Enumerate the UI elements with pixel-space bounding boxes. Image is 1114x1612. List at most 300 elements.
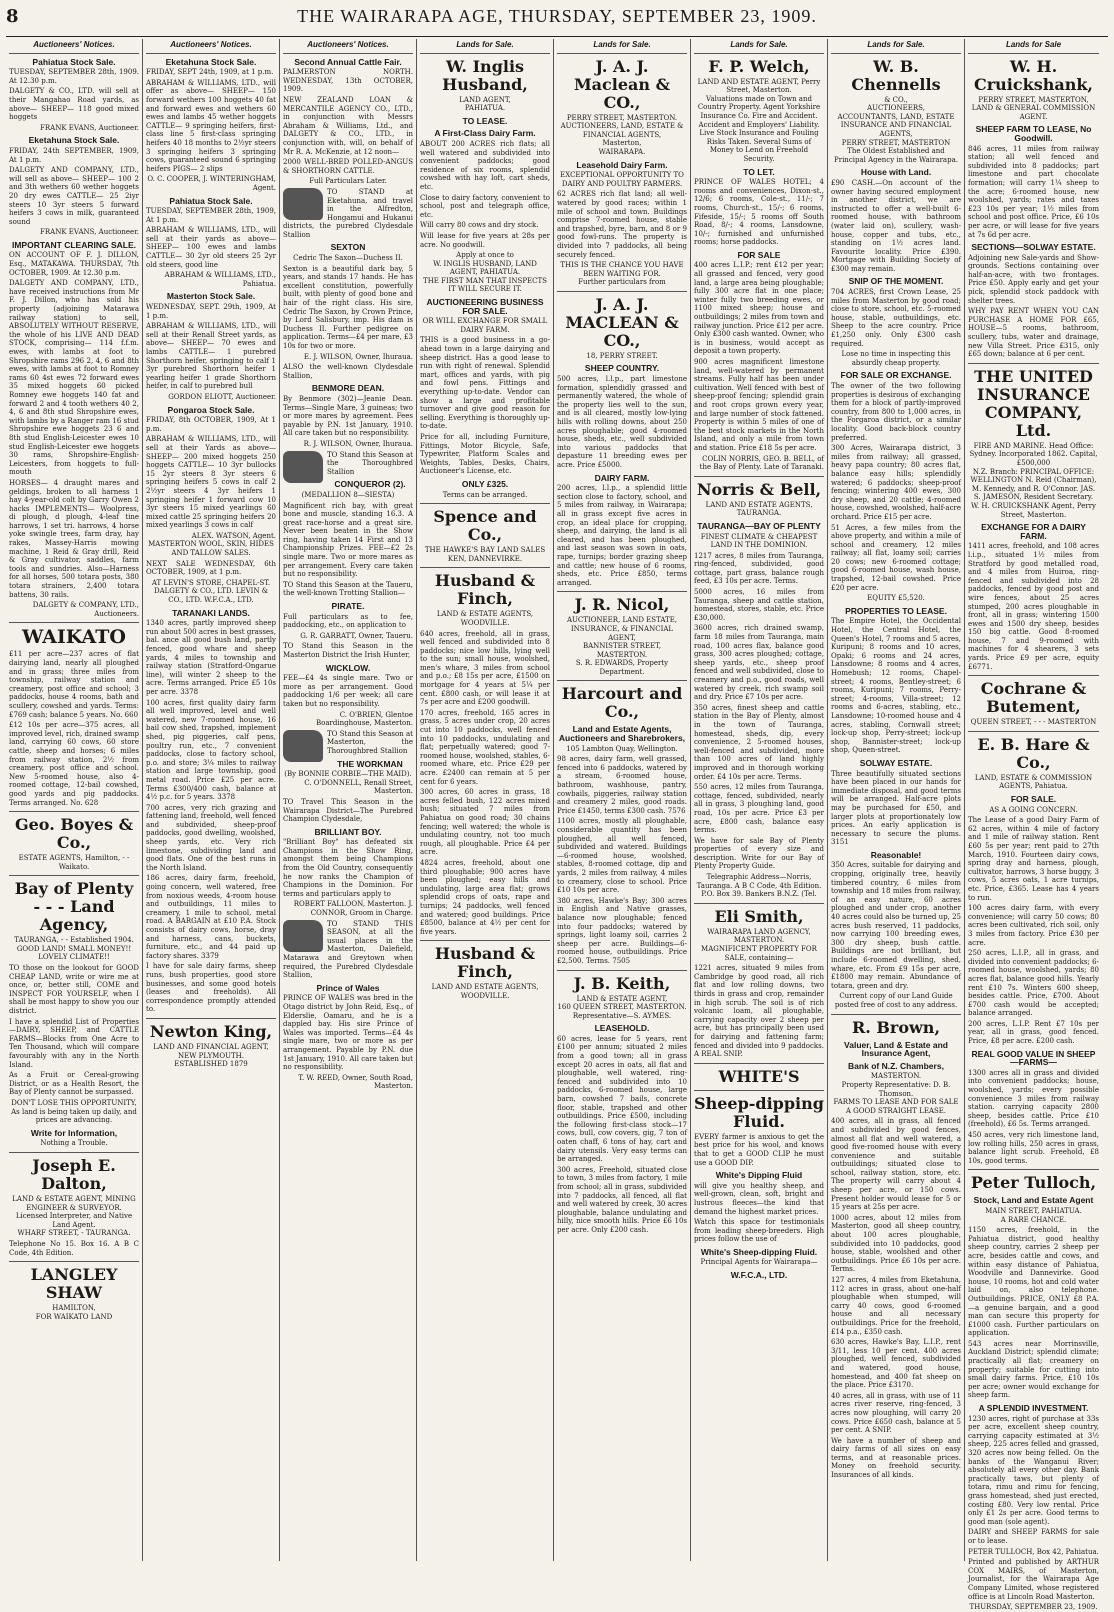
advertiser-name: Husband & Finch,	[434, 571, 536, 609]
signature: E. J. WILSON, Owner, Ihuraua.	[303, 352, 413, 361]
column-heading: Auctioneers' Notices.	[283, 39, 413, 54]
centered-text: ESTATE AGENTS, Hamilton, - - Waikato.	[18, 854, 130, 871]
centered-text: MAIN STREET, PAHIATUA.	[985, 1206, 1082, 1215]
section-heading: White's Sheep-dipping Fluid.	[700, 1246, 818, 1257]
advert-text: Full particulars as to fee, paddocking, etc., on application to	[283, 612, 413, 630]
centered-text: LAND AND ESTATE AGENT, Perry Street, Masterton.	[697, 77, 821, 95]
advert-text: FRIDAY, 8th OCTOBER, 1909, At 1 p.m.	[146, 416, 276, 433]
section-heading: SECTIONS—SOLWAY ESTATE.	[971, 242, 1096, 253]
advert-text: FEE—£4 4s single mare. Two or more as per arrangement. Good paddocking 1/6 per week; all care taken but no responsibility.	[283, 674, 413, 708]
advert-text: FRIDAY, 24th SEPTEMBER, 1909, At 1 p.m.	[9, 146, 139, 164]
centered-text: Valuations made on Town and Country Property. Agent Yorkshire Insurance Co. Fire and Accident. Accident and Employers' Liability. Live Stock Insurance and Fouling Risks Taken. Several Sums of Money to Lend on Freehold Security.	[697, 94, 821, 163]
advert-text: 350 Acres, suitable for dairying and cropping, originally tree, heavily timbered country, 6 miles from township and 18 miles from railway, of an easy nature, 60 acres ploughed and under crop, another 40 acres could also be turned up, 25 acres bush reserved, 11 paddocks, now carrying 100 breeding ewes, 300 dry sheep, bush cattle. Buildings are not brilliant, but include 6-roomed dwelling, shed, whare, etc. From £9 15s per acre, £1800 may remain. Abundance of totara, green and dry.	[831, 861, 961, 990]
divider	[557, 591, 687, 592]
centered-text: S. R. EDWARDS, Property Department.	[575, 659, 669, 676]
signature: DALGETY & COMPANY, LTD., Auctioneers.	[32, 601, 139, 618]
advert-text: 900 acres magnificent limestone land, well-watered by permanent streams. Fully half has been under cultivation. Well fenced with best of sheep-proof fencing; splendid grain and root crops grown every year, and large number of stock fattened. Property is within 5 miles of one of the best stock markets in the North Island, and only a mile from town and station. Price £18 5s per acre.	[694, 358, 824, 452]
advert-text: Will lease for five years at 28s per acre. No goodwill.	[420, 231, 550, 249]
advert-text: 40 acres, all in grass, with use of 11 acres river reserve, ring-fenced, 3 acres now ploughing, will carry 20 cows. Price £650 cash, balance at 5 per cent. A SNIP.	[831, 1391, 961, 1435]
advert-text: 1340 acres, partly improved sheep run about 500 acres in best grasses, bal. ance all good bush land, partly fenced, good whare and sheep yards, 4 miles to township and railway station (Stratford-Ongarue line), will winter 2 sheep to the acre. Terms arranged. Price £5 10s per acre. 3378	[146, 619, 276, 696]
horse-illustration	[283, 730, 323, 762]
divider	[557, 291, 687, 292]
section-heading: Land and Estate Agents, Auctioneers and Sharebrokers,	[558, 724, 686, 744]
advert-text: Will carry 80 cows and dry stock.	[420, 221, 539, 230]
section-heading: Prince of Wales	[316, 982, 380, 993]
column-2	[143, 39, 280, 1561]
advert-text: TO Travel This Season in the Wairarapa District—The Purebred Champion Clydesdale,	[283, 797, 413, 824]
divider	[694, 476, 824, 477]
advert-text: ABRAHAM & WILLIAMS, LTD., will sell at their Renall Street yards, as above— SHEEP— 70 ewes and lambs CATTLE— 1 purebred Shorthorn heifer, springing to calf 1 3yr purebred Shorthorn heifer 1 yearling heifer 1 grade Shorthorn heifer, in calf to purebred bull	[146, 322, 276, 391]
advert-text: Sexton is a beautiful dark bay, 5 years, and stands 17 hands. He has excellent constitution, powerfully built, with plenty of good bone and hair of the right class. His sire, Cedric The Saxon, by Crown Prince, by Lord Salisbury, imp. His dam is Duchess II. Further pedigree on application. Terms—£4 per mare, £3 10s for two or more.	[283, 264, 413, 350]
advert-text: I have a splendid List of Properties—DAIRY, SHEEP, and CATTLE FARMS—Blocks from One Acre to Ten Thousand, which will compare favourably with any in the North Island.	[9, 1017, 139, 1069]
centered-text: THE HAWKE'S BAY LAND SALES KEN, DANNEVIRKE.	[424, 546, 546, 563]
advertiser-name: Peter Tulloch,	[970, 1173, 1097, 1193]
advert-text: 700 acres, very rich grazing and fattening land, freehold, well fenced and subdivided, sheep-proof paddocks, good dwelling, woolshed, sheep yards, etc. Very rich limestone, subdividing land and good flats. One of the best runs in the North Island.	[146, 803, 276, 872]
advert-text: ABRAHAM & WILLIAMS, LTD., will sell at their yards as above— SHEEP— 100 ewes and lambs CATTLE— 30 2yr old steers 25 2yr old steers, good line	[146, 226, 276, 269]
section-heading: PIRATE.	[331, 601, 365, 612]
advert-text: Adjoining new Sale-yards and Show-grounds. Sections containing over half-an-acre, with two frontages. Price £50. Apply early and get your pick, splendid stock paddock with shelter trees.	[968, 253, 1099, 305]
column-5	[554, 39, 691, 1561]
section-heading: WICKLOW.	[325, 662, 371, 673]
advertiser-name: W. Inglis Husband,	[442, 56, 528, 94]
column-3	[280, 39, 417, 1561]
section-heading: PROPERTIES TO LEASE.	[845, 605, 947, 616]
advert-text: £11 per acre—237 acres of flat dairying land, nearly all ploughed and in grass; three miles from township, railway station and creamery, post office and school; 3 paddocks, house 4 rooms, bath and scullery, cowshed and yards. Terms: £769 cash; balance 5 years. No. 660	[9, 650, 139, 719]
signature: GORDON ELIOTT, Auctioneer.	[168, 392, 276, 401]
centered-text: LAND AGENT,	[459, 95, 511, 104]
centered-text: QUEEN STREET, - - - MASTERTON	[970, 718, 1097, 727]
centered-text: LAND AND ESTATE AGENTS, TAURANGA.	[705, 500, 813, 518]
centered-text: DON'T LOSE THIS OPPORTUNITY, As land is being taken up daily, and prices are advancing.	[11, 1098, 137, 1125]
centered-text: 18, PERRY STREET.	[586, 351, 658, 360]
column-heading: Lands for Sale.	[557, 39, 687, 54]
advert-text: Watch this space for testimonials from leading sheep-breeders. High prices follow the use of	[694, 1218, 824, 1244]
advert-text: 846 acres, 11 miles from railway station; all well fenced and subdivided into 8 paddocks; part limestone and part chocolate formation; will carry 1¼ sheep to the acre; 6-roomed house, new woolshed, yards; rates and taxes £23 10s per year; 1½ miles from school and post office. Price, £6 10s per acre, or will lease for five years at 7s 6d per acre.	[968, 144, 1099, 239]
advertiser-name: Cochrane & Butement,	[980, 679, 1087, 717]
advertiser-name: W. H. Cruickshank,	[974, 56, 1093, 94]
advert-text: 127 acres, 4 miles from Eketahuna, 112 acres in grass, about one-half ploughable when stumped, will carry 40 cows, good 6-roomed house and all necessary outbuildings. Price for the freehold, £14 p.a., £350 cash.	[831, 1276, 961, 1336]
divider	[9, 1261, 139, 1262]
advert-text: 250 acres, L.I.P., all in grass, and divided into convenient paddocks; 6-roomed house, woolshed, yards; 80 acres flat, balance good hills. Yearly rent £10 7s. Winters 600 sheep, besides cattle. Price, £700. About £700 cash would be accepted; balance arranged.	[968, 949, 1099, 1018]
centered-text: THE FIRST MAN THAT INSPECTS IT WILL SECURE IT.	[423, 276, 547, 294]
centered-text: MAGNIFICENT PROPERTY FOR SALE, containing—	[701, 945, 817, 962]
section-heading: FOR SALE	[737, 249, 781, 260]
advert-text: HORSES— 4 draught mares and geldings, broken to all harness 1 hay 4-year-old colt by Garry Owen 2 hacks IMPLEMENTS— Woolpress, di plough, d plough, 4-leaf tine harrows, 1 set tri. harrows, 4 horse yoke swingle trees, farm dray, hay rakes, Massey-Harris mowing machine, 1 Reid & Gray drill, Reid & Gray cultivator, saddles, farm tools and sundries. Also—Harness for all horses, 500 totara posts, 380 totara strainers, 2,400 totara battens, 30 rails.	[9, 478, 139, 599]
advert-text: 5000 acres, 16 miles from Tauranga, sheep and cattle station, homestead, stores, stable, etc. Price £30,000.	[694, 588, 824, 622]
centered-text: N.Z. Branch: PRINCIPAL OFFICE: WELLINGTON N. Reid (Chairman), M. Kennedy, and R. O'Connor. JAS. S. JAMESON, Resident Secretary.	[970, 467, 1097, 502]
section-heading: EXCHANGE FOR A DAIRY FARM.	[981, 522, 1086, 541]
advert-text: Magnificent rich bay, with great bone and muscle, standing 16.3. A great race-horse and a great sire. Never been beaten in the Show ring, having taken 14 First and 13 Championship Prizes. FEE—£2 2s single mare. Two or more mares as per arrangement. Every care taken but no responsibility.	[283, 501, 413, 579]
centered-text: WHARF STREET, - TAURANGA.	[17, 1229, 131, 1238]
signature: COLIN NORRIS, GEO. B. BELL, of the Bay of Plenty. Late of Taranaki.	[699, 454, 824, 472]
advert-text: 380 acres, Hawke's Bay; 300 acres in English and Native grasses, balance now ploughable; fenced into four paddocks; watered by springs, light loamy soil, carries 2 sheep per acre. Buildings—6-roomed house, outbuildings. Price £2,500. Terms. 7505	[557, 896, 687, 965]
section-heading: AUCTIONEERING BUSINESS FOR SALE.	[426, 297, 544, 316]
advert-text: DALGETY & CO., LTD. will sell at their Mangahao Road yards, as above— SHEEP— 118 good mixed hoggets	[9, 87, 139, 122]
divider	[694, 1090, 824, 1091]
advert-text: The Lease of a good Dairy Farm of 62 acres, within 4 mile of factory and 1 mile of railway station. Rent £60 5s per year; rent paid to 27th March, 1910. Fourteen dairy cows, spring dray and harness, plough, cultivator, harrows, 3 horse buggy, 3 cows, 5 acres oats, 1 acre turnips, etc. Price, £365. Lease has 4 years to run.	[968, 816, 1099, 902]
advert-text: 300 acres, Freehold, situated close to town, 3 miles from factory, 1 mile from school; all in grass, subdivided into 7 paddocks, all fenced, all flat and well watered by creek, 30 acres ploughable, balance undulating and hilly, nice smooth hills. Price £6 10s per acre. Only £200 cash.	[557, 1165, 687, 1234]
centered-text: Lose no time in inspecting this absurdly cheap property.	[841, 350, 951, 367]
centered-text: THIS IS THE CHANCE YOU HAVE BEEN WAITING FOR.	[560, 261, 684, 278]
section-heading: Pongaroa Stock Sale.	[167, 404, 255, 415]
section-heading: REAL GOOD VALUE IN SHEEP —FARMS—	[971, 1048, 1096, 1068]
advert-text: TO STAND at Eketahuna, and travel in the Alfredton, Hongamui and Hukanui districts, the purebred Clydesdale Stallion	[283, 187, 413, 239]
section-heading: ONLY £325.	[461, 478, 509, 489]
advert-text: As a Fruit or Cereal-growing District, or as a Health Resort, the Bay of Plenty cannot be surpassed.	[9, 1071, 139, 1097]
centered-text: HAMILTON,	[52, 1304, 96, 1313]
centered-text: W. INGLIS HUSBAND, LAND AGENT, PAHIATUA.	[433, 259, 537, 277]
section-heading: White's Dipping Fluid	[715, 1170, 803, 1181]
advert-text: TUESDAY, SEPTEMBER 28th, 1909, At 1 p.m.	[146, 207, 276, 224]
columns-container	[6, 39, 1108, 1612]
advert-text: FRIDAY, SEPT 24th, 1909, at 1 p.m.	[146, 68, 274, 77]
section-heading: DAIRY FARM.	[594, 472, 650, 483]
advert-text: 400 acres, all in grass, all fenced and subdivided by good fences, almost all flat and well watered, a good five-roomed house with every convenience and suitable outbuildings; situated close to school, railway station, store, etc. The property will carry about 4 sheep per acre, or 150 cows. Present holder would lease for 5 or 15 years at 25s per acre.	[831, 1117, 961, 1212]
advert-text: 630 acres, Hawke's Bay, L.I.P., rent 3/11, less 10 per cent. 400 acres ploughed, well fenced, subdivided and watered, good house, homestead, and 400 fat sheep on the place. Price £3170.	[831, 1338, 961, 1390]
advert-text: The owner of the two following properties is desirous of exchanging them for a block of partly-improved country, from 800 to 1,000 acres, in the Forgaroa district, or a similar locality. Good back-block country preferred.	[831, 382, 961, 442]
section-heading: A First-Class Dairy Farm.	[434, 128, 536, 139]
section-heading: TO LEASE.	[462, 115, 508, 126]
divider	[968, 1169, 1099, 1170]
signature: O. C. COOPER, J. WINTERINGHAM, Agent.	[147, 175, 276, 192]
centered-text: WAIRARAPA.	[598, 147, 646, 156]
advert-text: NEW ZEALAND LOAN & MERCANTILE AGENCY CO., LTD., in conjunction with Messrs Abraham & Williams, Ltd., and DALGETY & CO., LTD., in conjunction with, will, on behalf of Mr R. A. McKenzie, at 12 noon—	[283, 95, 413, 156]
centered-text: AS A GOING CONCERN.	[989, 805, 1078, 814]
section-heading: Second Annual Cattle Fair.	[294, 56, 402, 67]
signature: C. O'DONNELL, Renall Street, Masterton.	[304, 778, 413, 796]
column-4	[417, 39, 554, 1561]
column-7	[828, 39, 965, 1561]
advert-text: WHY PAY RENT WHEN YOU CAN PURCHASE A HOME FOR £65, HOUSE—5 rooms, bathroom, scullery, tubs, water and drainage, new Villa Street. Price £315, only £65 down; balance at 6 per cent.	[968, 307, 1099, 359]
advertiser-name: Spence and Co.,	[433, 507, 537, 545]
centered-text: MASTERTON.	[870, 1072, 922, 1081]
signature: ABRAHAM & WILLIAMS, LTD., Pahiatua.	[164, 271, 276, 288]
centered-text: LAND AND FINANCIAL AGENT, NEW PLYMOUTH.	[153, 1042, 269, 1060]
advertiser-name: R. Brown,	[851, 1017, 941, 1037]
centered-text: EXCEPTIONAL OPPORTUNITY TO DAIRY AND POULTRY FARMERS.	[560, 171, 684, 188]
centered-text: AUCTIONEER, LAND ESTATE, INSURANCE, & FINANCIAL AGENT,	[566, 616, 678, 642]
advertiser-name: Husband & Finch,	[434, 944, 536, 982]
section-heading: SHEEP FARM TO LEASE, No Goodwill.	[975, 124, 1092, 143]
advert-text: We have for sale Bay of Plenty properties of every size and description. Write for our Bay of Plenty Property Guide.	[694, 836, 824, 871]
advertiser-name: J. R. Nicol,	[574, 595, 670, 615]
advert-text: 60 acres, lease for 5 years, rent £100 per annum; situated 2 miles from a good town; all in grass except 20 acres in oats, all flat and ploughable, well watered, ring-fenced and subdivided into 10 paddocks, 6-roomed house, large barn, cowshed 7 bails, concrete floor, stable, trapshed and other outbuildings. Price £500, including the following first-class stock—17 cows, bull, cow covers, gig, 7 ton of oaten chaff, 6 tons of hay, cart and dairy utensils. Very easy terms can be arranged.	[557, 1034, 687, 1164]
advert-text: 1000 acres, about 12 miles from Masterton, good all sheep country, about 100 acres ploughable, subdivided into 10 paddocks, good house, stable, woolshed and other outbuildings. Price £6 10s per acre. Terms.	[831, 1213, 961, 1274]
advert-text: Printed and published by ARTHUR COX MAIRS, of Masterton, Journalist, for the Wairarapa Age Company Limited, whose registered office is at Lincoln Road Masterton.	[968, 1558, 1099, 1601]
advert-text: ABRAHAM & WILLIAMS, LTD., will sell at their Yards as above— SHEEP— 200 mixed hoggets 250 hoggets CATTLE— 10 3yr bullocks 15 2yr steers 8 3yr steers 6 springing heifers 5 cows in calf 2 2½yr steers 4 3yr heifers 1 springing heifer 1 forward cow 10 3yr steers 15 mixed yearlings 60 mixed cattle 25 springing heifers 20 mixed yearlings 3 cows in calf	[146, 435, 276, 530]
advert-text: ALSO the well-known Clydesdale Stallion,	[283, 363, 413, 380]
page-number: 8	[6, 6, 19, 27]
centered-text: & CO.,	[884, 95, 908, 104]
advert-text: TO STAND THIS SEASON, at all the usual places in the Masterton, Dalefield, Matarawa and Greytown when required, the Purebred Clydesdale Stallion,	[283, 919, 413, 980]
divider	[968, 363, 1099, 364]
horse-illustration	[283, 451, 323, 483]
centered-text: PERRY STREET, MASTERTON, LAND & GENERAL COMMISSION AGENT.	[971, 95, 1096, 121]
centered-text: DALGETY & CO., LTD. LEVIN & CO., LTD. W.F.C.A., LTD.	[153, 587, 269, 605]
centered-text: LAND & ESTATE AGENT,	[576, 994, 668, 1003]
centered-text: PAHIATUA.	[464, 104, 506, 113]
section-heading: BRILLIANT BOY.	[314, 826, 382, 837]
advert-text: 350 acres, finest sheep and cattle station in the Bay of Plenty, almost in the town of Tauranga, homestead, sheds, dip, every convenience, 2 5-roomed houses, well-fenced and subdivided, more than 100 acres of land highly improved and in thorough working order. £4 10s per acre. Terms.	[694, 703, 824, 781]
centered-text: (MEDALLION 8—SIESTA)	[301, 490, 395, 499]
advert-text: 100 acres, first quality dairy farm all well improved, level and well watered, new 7-roomed house, 16 bail cow shed, trapshed, implement shed, pig piggeries, calf pens, poultry run, etc., 7 convenient paddocks, close to factory school, p.o. and store; 3¼ miles to railway station and large township, good metal road. Price £25 per acre. Terms £300/400 cash, balance at 4½ p.c. for 5 years. 3378	[146, 698, 276, 802]
advert-text: "Brilliant Boy" has defeated six Champions in the Show Ring, amongst them being Champions from the Old Country, consequently he now ranks the Champion of Champions in the Dominion. For terms and particulars apply to	[283, 838, 413, 898]
centered-text: P.O. Box 39. Bankers B.N.Z. (Tel.	[701, 890, 817, 899]
advert-text: TO Stand this Season in the Masterton District the Irish Hunter,	[283, 642, 413, 659]
advert-text: PRINCE OF WALES HOTEL; 4 rooms and conveniences, Dixon-st., 12/6; 6 rooms, Cole-st., 11/-; 7 rooms, Church-st., 15/-; 6 rooms, Fifeside, 15/-; 5 rooms off South Road, 8/-; 4 rooms, Lansdowne, 10/-; furnished and unfurnished rooms; horse paddocks.	[694, 178, 824, 247]
section-heading: TARANAKI LANDS.	[172, 607, 250, 618]
centered-text: LAND & ESTATE AGENT, MINING ENGINEER & SURVEYOR.	[12, 1194, 136, 1212]
centered-text: OR WILL EXCHANGE FOR SMALL DAIRY FARM.	[422, 317, 548, 334]
centered-text: Terms can be arranged.	[442, 490, 528, 499]
advert-text: TO Stand this Season at the Taueru, the well-known Trotting Stallion—	[283, 580, 413, 598]
centered-text: AT LEVIN'S STORE, CHAPEL-ST.	[151, 578, 271, 587]
centered-text: 105 Lambton Quay, Wellington.	[566, 744, 678, 753]
centered-text: FINEST CLIMATE & CHEAPEST LAND IN THE DOMINION.	[700, 532, 818, 550]
column-heading: Lands for Sale	[968, 39, 1099, 54]
advertiser-name: Bay of Plenty - - - Land Agency,	[14, 879, 134, 935]
centered-text: Representative—S. AYMES.	[572, 1011, 672, 1020]
signature: C. O'BRIEN, Glentoe Boardinghouse, Masterton.	[316, 710, 413, 728]
centered-text: A RARE CHANCE.	[1000, 1215, 1067, 1224]
section-heading: Pahiatua Stock Sale.	[32, 56, 116, 67]
advert-text: DALGETY AND COMPANY, LTD., will sell as above— SHEEP— 100 2 and 3th wethers 60 wether hoggets 20 dry ewes CATTLE— 25 2iyr steers 10 3yr steers 5 forward heifers 3 cows in milk, guaranteed sound	[9, 166, 139, 226]
divider	[420, 567, 550, 568]
advert-text: 543 acres near Morrinsville, Auckland District; splendid climate; practically all flat; creamery on property; suitable for cutting into small dairy farms. Price, £10 10s per acre; owner would exchange for sheep farm.	[968, 1339, 1099, 1400]
divider	[420, 940, 550, 941]
section-heading: Stock, Land and Estate Agent	[973, 1195, 1094, 1206]
advert-text: 1150 acres, freehold, in the Pahiatua district, good healthy sheep country, carries 2 sheep per acre, besides cattle and cows, and within easy distance of Pahiatua, Woodville and Dannevirke. Good house, 10 rooms, hot and cold water laid on, also telephone. Outbuildings. PRICE, ONLY £8 P.A.—a genuine bargain, and a good man can secure this property for £1000 cash. Further particulars on application.	[968, 1226, 1099, 1338]
advert-text: Price for all, including Furniture, Fittings, Motor Bicycle, Safe, Typewriter, Platform Scales and Weights, Tables, Desks, Chairs, Auctioneer's License, etc.	[420, 432, 550, 476]
advert-text: PRINCE OF WALES was bred in the Otago district by John Reid, Esq., of Elderslie, Oamaru, and he is a dappled bay. His sire Prince of Wales was imported. Terms—£4 4s single mare, two or more as per arrangement. Payable by P.N. due 1st January, 1910. All care taken but no responsibility.	[283, 994, 413, 1072]
advert-text: 2000 WELL-BRED POLLED-ANGUS & SHORTHORN CATTLE.	[283, 158, 413, 175]
centered-text: BANNISTER STREET, MASTERTON.	[582, 642, 662, 659]
section-heading: Reasonable!	[870, 849, 922, 860]
section-heading: LEASEHOLD.	[594, 1023, 650, 1034]
advert-text: 186 acres, dairy farm, freehold, going concern, well watered, free from noxious weeds, 4-room house and outbuildings, 11 miles to creamery, 1 mile to school, metal road. A BARGAIN at £10 P.A. Stock consists of dairy cows, horse, dray and harness, cans, buckets, furniture, etc., and 44 paid up factory shares. 3379	[146, 874, 276, 960]
advert-text: Three beautifully situated sections have been placed in our hands for immediate disposal, and good terms will be arranged. Half-acre plots may be purchased for £50, and larger plots at proportionately low prices. An early application is necessary to secure the plums. 3151	[831, 769, 961, 847]
advert-text: will give you healthy sheep, and well-grown, clean, soft, bright and lustrous fleeces—the kind that demand the highest market prices.	[694, 1181, 824, 1216]
advert-text: TUESDAY, SEPTEMBER 28th, 1909. At 12.30 p.m.	[9, 68, 139, 85]
section-heading: Eketahuna Stock Sale.	[165, 56, 257, 67]
centered-text: MASTERTON WOOL, SKIN, HIDES AND TALLOW SALES.	[148, 540, 274, 558]
advert-text: 98 acres, dairy farm, well grassed, fenced into 6 paddocks, watered by a stream, 6-roomed house, bathroom, washhouse, pantry, cowbails, piggeries, railway station and creamery 2 miles, good roads. Price £1450, terms £300 cash. 7576	[557, 755, 687, 815]
column-heading: Auctioneers' Notices.	[9, 39, 139, 54]
advert-text: By Benmore (302)—Jeanie Dean. Terms—Single Mare, 3 guineas; two or more mares by agreement. Fees payable by P.N. 1st January, 1910. All care taken but no responsibility.	[283, 394, 413, 438]
centered-text: Apply at once to	[456, 251, 514, 260]
centered-text: EQUITY £5,520.	[867, 594, 925, 603]
section-heading: SEXTON	[330, 242, 366, 253]
advert-text: £90 CASH.—On account of the owner having secured employment in another district, we are instructed to offer a well-built 6-roomed house, with bathroom (water laid on), scullery, wash-house, copper and tubs, etc., standing on 1½ acres land. Favourite locality. Price £390. Mortgage with Building Society of £300 may remain.	[831, 178, 961, 273]
advertiser-name: E. B. Hare & Co.,	[977, 734, 1090, 772]
advert-text: 550 acres, 12 miles from Tauranga, cottage, fenced, subdivided, nearly all in grass, 3 ploughing land, good road, 10s per acre. Price £3 per acre, £800 cash, balance easy terms.	[694, 783, 824, 835]
advert-text: EVERY farmer is anxious to get the best price for his wool, and knows that to get a GOOD CLIP he must use a GOOD DIP.	[694, 1132, 824, 1167]
centered-text: Full Particulars Later.	[309, 177, 387, 186]
advertiser-name: Eli Smith,	[714, 906, 804, 926]
column-heading: Lands for Sale.	[420, 39, 550, 54]
centered-text: PERRY STREET, MASTERTON.	[566, 113, 678, 122]
advertiser-name: THE UNITED INSURANCE COMPANY, Ltd.	[974, 366, 1093, 440]
divider	[694, 903, 824, 904]
section-heading: Bank of N.Z. Chambers,	[848, 1060, 944, 1071]
divider	[146, 1018, 276, 1019]
divider	[9, 875, 139, 876]
column-8	[965, 39, 1102, 1612]
divider	[557, 970, 687, 971]
advertiser-name: Sheep-dipping Fluid.	[694, 1093, 824, 1131]
advert-text: 170 acres, freehold, 165 acres in grass, 5 acres under crop, 20 acres cut into 10 paddocks, well fenced into 10 paddocks, undulating and flat; perpetually watered; good 7-roomed house, woolshed, stables, 6-roomed whare, etc. Price £29 per acre. £2400 can remain at 5 per cent for 6 years.	[420, 708, 550, 786]
advertiser-name: Norris & Bell,	[696, 479, 822, 499]
section-heading: House with Land.	[860, 167, 932, 178]
advert-text: THIS is a good business in a go-ahead town in a large dairying and sheep district. Has a good lease to run with right of renewal. Splendid mart, offices and yards, with pig and fowl pens. Fittings and everything up-to-date. Vendor can show a large and profitable turnover and give good reason for selling. Everything is thoroughly up-to-date.	[420, 336, 550, 431]
advertiser-name: Joseph E. Dalton,	[32, 1155, 116, 1193]
advertiser-name: J. A. J. MACLEAN & CO.,	[565, 294, 679, 350]
section-heading: CONQUEROR (2).	[334, 479, 406, 490]
centered-text: FARMS TO LEASE AND FOR SALE A GOOD STRAIGHT LEASE.	[833, 1098, 959, 1115]
advert-text: Telephone No 15. Box 16. A B C Code, 4th Edition.	[9, 1239, 139, 1257]
column-6	[691, 39, 828, 1561]
centered-text: (By BONNIE CORBIE—THE MAID).	[284, 770, 412, 779]
divider	[694, 1063, 824, 1064]
divider	[968, 731, 1099, 732]
advert-text: 4824 acres, freehold, about one third ploughable; 900 acres have been ploughed; easy hills and undulating, large area flat; grows splendid crops of oats, rape and turnips; 24 paddocks, well fenced and watered; good buildings. Price £8500, balance at 4½ per cent for five years.	[420, 858, 550, 936]
centered-text: PERRY STREET, MASTERTON	[841, 138, 951, 147]
advert-text: WEDNESDAY, SEPT. 29th, 1909, At 1 p.m.	[146, 303, 276, 320]
section-heading: Eketahuna Stock Sale.	[28, 135, 120, 146]
section-heading: FOR SALE.	[1010, 794, 1057, 805]
centered-text: LAND AND ESTATE AGENTS, WOODVILLE.	[431, 983, 539, 1000]
display-heading: WAIKATO	[22, 626, 126, 649]
centered-text: GOOD LAND! SMALL MONEY!! LOVELY CLIMATE!!	[16, 944, 132, 962]
advertiser-name: Geo. Boyes & Co.,	[14, 815, 134, 853]
centered-text: FIRE AND MARINE. Head Office: Sydney. Incorporated 1862. Capital, £500,000	[969, 441, 1098, 467]
section-heading: Write for Information,	[30, 1127, 118, 1138]
divider	[831, 1014, 961, 1015]
newspaper-title: THE WAIRARAPA AGE, THURSDAY, SEPTEMBER 23, 1909.	[297, 6, 817, 26]
advert-text: NEXT SALE WEDNESDAY, 6th OCTOBER, 1909, at 1 p.m.	[146, 559, 276, 577]
advert-text: 300 acres, 60 acres in grass, 18 acres felled bush, 122 acres mixed bush; situated 7 miles from Pahiatua on good road; 30 chains fencing; well watered; the whole is undulating country, not too much rough, all ploughable. Price £4 per acre.	[420, 788, 550, 857]
advert-text: 100 acres dairy farm, with every convenience; will carry 50 cows; 80 acres been cultivated, rich soil, only 3 miles from factory. Price £30 per acre.	[968, 904, 1099, 947]
advert-text: 450 acres, very rich limestone land, low rolling hills, 250 acres in grass, balance light scrub. Freehold, £8 10s, good terms.	[968, 1131, 1099, 1165]
column-heading: Lands for Sale.	[694, 39, 824, 54]
advert-text: 300 Acres, Wairarapa district, 3 miles from railway; all grassed, heavy papa country; 80 acres flat, balance easy hills; splendidly watered; 6 paddocks; sheep-proof fencing; wintering 400 ewes, 300 dry sheep, and 20 cattle; 4-roomed house, cowshed, woolshed, half-acre orchard. Price £15 per acre.	[831, 444, 961, 521]
section-heading: TAURANGA—BAY OF PLENTY	[697, 520, 821, 531]
advertiser-name: J. A. J. Maclean & CO.,	[573, 56, 671, 112]
advert-text: 3600 acres, rich drained swamp, farm 18 miles from Tauranga, main road, 100 acres flax, balance good grass, 300 acres ploughed; cottage, sheep yards, etc., sheep proof fenced and well subdivided, close to creamery and p.o., good roads, well watered by creek, rich swamp soil and dry. Price £7 10s per acre.	[694, 624, 824, 702]
advert-text: 1300 acres all in grass and divided into convenient paddocks; house, woolshed, yards; every possible convenience 3 miles from railway station. carrying capacity 2800 sheep, besides cattle. Price £10 (freehold), £6 5s. Terms arranged.	[968, 1068, 1099, 1129]
section-heading: IMPORTANT CLEARING SALE.	[11, 239, 137, 250]
advert-text: 62 ACRES rich flat land; all well-watered by good races; within 1 mile of school and town. Buildings comprise 7-roomed house, stable and trapshed, byre, barn, and 8 or 9 good fowl-runs. The property is divided into 7 paddocks, all being securely fenced.	[557, 190, 687, 259]
horse-illustration	[283, 188, 323, 220]
section-heading: W.F.C.A., LTD.	[730, 1270, 788, 1281]
advert-text: 1230 acres, right of purchase at 33s per acre, excellent sheep country, carrying capacity estimated at 3½ sheep, 225 acres felled and grassed, 320 acres now being felled. On the banks of the Wanganui River; absolutely all every other day. Bank practically taws, but plenty of totara, rimu and rimu for fencing, grass homestead, shed just erected, costing £80. Very low rental. Price only £1 2s per acre. Good terms to good man (sole agent).	[968, 1414, 1099, 1526]
signature: FRANK EVANS, Auctioneer.	[40, 228, 139, 237]
centered-text: Nothing a Trouble.	[40, 1139, 108, 1148]
section-heading: BENMORE DEAN.	[311, 383, 385, 394]
column-1	[6, 39, 143, 1561]
section-heading: Pahiatua Stock Sale.	[169, 195, 253, 206]
divider	[9, 811, 139, 812]
divider	[9, 622, 139, 623]
centered-text: ESTABLISHED 1879	[174, 1060, 248, 1069]
advert-text: 704 ACRES, first Crown Lease, 25 miles from Masterton by good road; close to store, school, etc. 5-roomed house, stable, outbuildings, etc. Sheep to the acre country. Price £1,250 only. Only £300 cash required.	[831, 288, 961, 348]
advert-text: PALMERSTON NORTH. WEDNESDAY, 13th OCTOBER, 1909.	[283, 68, 413, 94]
advert-text: TO Stand this Season at the Thoroughbred Stallion	[327, 450, 413, 476]
advertiser-name: Newton King,	[149, 1021, 273, 1041]
section-heading: Masterton Stock Sale.	[166, 291, 256, 302]
advert-text: 1411 acres, freehold, and 108 acres l.i.p., situated 1½ miles from Stratford by good metalled road, and 4 miles from Huiroa, ring-fenced and subdivided into 28 paddocks, fenced by good post and wire fences, about 25 acres stumped, 200 acres ploughable in front, all in grass; wintering 1500 ewes and 1500 dry sheep, besides 150 big cattle. Good 8-roomed house, 7 and 9-roomed with machines for 4 shearers, 3 sets yards. Price £9 per acre, equity £6771.	[968, 542, 1099, 671]
advert-text: 200 acres, l.l.p., a splendid little section close to factory, school, and 5 miles from railway, in Wairarapa; all in grass except five acres in crop, an ideal place for cropping, sheep, and dairying, the land is all cleared, and has been ploughed, and last season was sown in oats, rape, turnips; border grazing sheep and cattle; new house of 6 rooms, sheds, etc. Price £850, terms arranged.	[557, 484, 687, 587]
centered-text: FOR WAIKATO LAND	[35, 1312, 113, 1321]
centered-text: Principal Agents for Wairarapa—	[700, 1258, 818, 1267]
advert-text: 1221 acres, situated 9 miles from Cambridge by good road, all rich flat and low rolling downs, two thirds in grass and crop, remainder in high scrub. The soil is of rich volcanic loam, all ploughable, carrying capacity over 2 sheep per acre, but has principally been used for dairying and fattening farm; fenced and divided into 9 paddocks. A REAL SNIP.	[694, 964, 824, 1059]
section-heading: SOLWAY ESTATE.	[859, 757, 933, 768]
centered-text: W. H. CRUICKSHANK Agent, Perry Street, Masterton.	[970, 501, 1097, 519]
advert-text: 500 acres, l.l.p., part limestone formation, splendidly grassed and permanently watered, the whole of the property lies well to the sun, and is all cleared, mostly low-lying hills with rolling downs, about 250 acres ploughable; good 4-roomed house, sheds, etc., well subdivided into various paddocks that depasture 11 breeding ewes per acre. Price £5000.	[557, 375, 687, 469]
advert-text: ABRAHAM & WILLIAMS, LTD., will offer as above— SHEEP— 150 forward wethers 100 hoggets 40 fat and forward ewes and wethers 60 ewes and lambs 45 wether hoggets CATTLE— 9 springing heifers, first-class line 5 first-class springing heifers 40 18 months to 2½yr steers 3 springing heifers 3 springing cows, guaranteed sound 6 springing heifers PIGS— 2 slips	[146, 78, 276, 173]
horse-illustration	[283, 920, 323, 952]
advert-text: DALGETY AND COMPANY, LTD., have received instructions from Mr F. J. Dillon, who has sold his property (adjoining Matarawa railway station) to sell, ABSOLUTELY WITHOUT RESERVE, the whole of his LIVE AND DEAD STOCK, comprising— 114 f.f.m. ewes, with lambs at foot to Shropshire rams 296 2, 4, 6 and 8th ewes, with lambs at foot to Romney rams 60 4st ewes 72 forward ewes 35 mixed hoggets 60 picked Romney ewe hoggets 140 fat and forward 2 and 4 tooth wethers 40 2, 4, 6 and 8th stud Shropshire ewes, with lambs by a Ranger ram 16 stud Shropshire ewe hoggets 23 6 and 8th stud English-Leicester ewes 10 stud English-Leicester ewe hoggets 30 rams, Shropshire-English-Leicesters, from hoggets to full-mouth	[9, 279, 139, 477]
advert-text: 51 Acres, a few miles from the above property, and within a mile of school and creamery, 12 miles railway; all flat, loamy soil; carries 20 cows; new 6-roomed cottage; good 6-roomed house, wash house, trapshed, 12-bail cowshed. Price £20 per acre.	[831, 523, 961, 592]
signature: G. R. GARRATT, Owner, Taueru.	[300, 631, 413, 640]
advert-text: 1100 acres, mostly all ploughable, considerable quantity has been ploughed, all well fenced, subdivided and watered. Buildings—6-roomed house, woolshed, stables, 8-roomed cottage, dip and yards, 2 miles from railway, 4 miles to creamery, close to school. Price £10 10s per acre.	[557, 817, 687, 895]
section-heading: FOR SALE OR EXCHANGE.	[840, 370, 952, 381]
centered-text: AUCTIONEERS, LAND, ESTATE & FINANCIAL AGENTS,	[560, 122, 684, 139]
section-heading: THE WORKMAN	[337, 758, 403, 769]
section-heading: Valuer, Land & Estate and Insurance Agent,	[844, 1039, 948, 1059]
advert-text: £12 10s per acre—375 acres, all improved level, rich, drained swamp land, carrying 60 cows, 60 store cattle, sheep and horses; 6 miles from railway station, 2½ from creamery, post office and school. New 5-roomed house, also 4-roomed cottage, 12-bail cowshed, good yards and pig paddocks. Terms arranged. No. 628	[9, 721, 139, 807]
advert-text: 1217 acres, 8 miles from Tauranga, ring-fenced, subdivided, good cottage, part grass, balance rough feed, £3 10s per acre. Terms.	[694, 551, 824, 586]
advert-text: DAIRY and SHEEP FARMS for sale or to lease.	[968, 1528, 1099, 1545]
advert-text: 640 acres, freehold, all in grass, well fenced and subdivided into 8 paddocks; nice low hills, lying well to the sun; small house, woolshed, men's whare, 3 miles from school and p.o.; £8 15s per acre, £1500 on mortgage for 4 years at 5¼ per cent. £800 cash, or will lease it at 7s per acre and £200 goodwill.	[420, 629, 550, 707]
section-heading: TO LET.	[743, 166, 775, 177]
masthead	[6, 6, 1108, 37]
divider	[420, 503, 550, 504]
centered-text: Masterton,	[602, 139, 642, 148]
advert-text: I have for sale dairy farms, sheep runs, bush properties, good store businesses, and some good hotels (leases and freeholds). All correspondence promptly attended to.	[146, 962, 276, 1014]
advert-text: We have a number of sheep and dairy farms of all sizes on easy terms, and at reasonable prices. Money on freehold security. Insurances of all kinds.	[831, 1436, 961, 1480]
advert-text: TO Stand this Season at Masterton, the Thoroughbred Stallion	[327, 729, 413, 755]
centered-text: PETER TULLOCH, Box 42, Pahiatua.	[968, 1547, 1099, 1556]
column-heading: Lands for Sale.	[831, 39, 961, 54]
advert-text: ABOUT 200 ACRES rich flats; all well watered and subdivided into convenient paddocks; good residence of six rooms, splendid cowshed with hay loft, cart sheds, etc.	[420, 139, 550, 191]
section-heading: A SPLENDID INVESTMENT.	[978, 1403, 1089, 1414]
centered-text: Current copy of our Land Guide posted free of cost to any address.	[834, 992, 958, 1009]
section-heading: SNIP OF THE MOMENT.	[848, 276, 944, 287]
section-heading: SHEEP COUNTRY.	[584, 363, 660, 374]
centered-text: 160 QUEEN STREET, MASTERTON.	[557, 1003, 687, 1012]
divider	[968, 675, 1099, 676]
advert-text: Close to dairy factory, convenient to school, post and telegraph office, etc.	[420, 193, 550, 219]
advertiser-name: WHITE'S	[718, 1066, 800, 1086]
advertiser-name: W. B. Chennells	[851, 56, 941, 94]
centered-text: LAND, ESTATE & COMMISSION AGENTS, Pahiatua.	[974, 773, 1093, 791]
centered-text: Licensed Interpreter, and Native Land Agent.	[15, 1212, 133, 1229]
advert-text: TO those on the lookout for GOOD CHEAP LAND, write or wire me at once, or, better still, COME and INSPECT FOR YOURSELF, when I shall be most happy to show you our district.	[9, 964, 139, 1016]
divider	[9, 1152, 139, 1153]
advert-text: 200 acres, L.I.P. Rent £7 10s per year, all in grass, good fenced. Price, £8 per acre. £200 cash.	[968, 1019, 1099, 1046]
centered-text: TAURANGA, - - Established 1904.	[14, 936, 134, 945]
divider	[557, 680, 687, 681]
signature: R. J. WILSON, Owner, Ihuraua.	[303, 439, 413, 448]
advert-text: The Empire Hotel, the Occidental Hotel, the Central Hotel, the Queen's Hotel, 7 rooms and 5 acres, Kuripuni; 8 rooms and 10 acres, Opaki; 6 rooms and 24 acres, Lansdowne; 8 rooms and 4 acres, Homebush; 12 rooms, Chapel-street; 4 rooms, Bentley-street; 6 rooms, Kuripuni; 7 rooms, Perry-street; 4-rooms, Villa-street; 12 rooms and 6-acres, stabling, etc., Lansdowne; 10-roomed house and 4 acres, stabling, Cornwall street; lock-up shop, Perry-street; lock-up shop, Bannister-street; lock-up shop, Queen-street.	[831, 617, 961, 755]
advertiser-name: F. P. Welch,	[708, 56, 810, 76]
signature: FRANK EVANS, Auctioneer.	[40, 123, 139, 132]
section-heading: Leasehold Dairy Farm.	[576, 159, 668, 170]
centered-text: ACCOUNTANTS, LAND, ESTATE INSURANCE AND FINANCIAL AGENTS,	[837, 112, 955, 138]
column-heading: Auctioneers' Notices.	[146, 39, 276, 54]
centered-text: WAIRARAPA LAND AGENCY, MASTERTON.	[707, 927, 811, 945]
